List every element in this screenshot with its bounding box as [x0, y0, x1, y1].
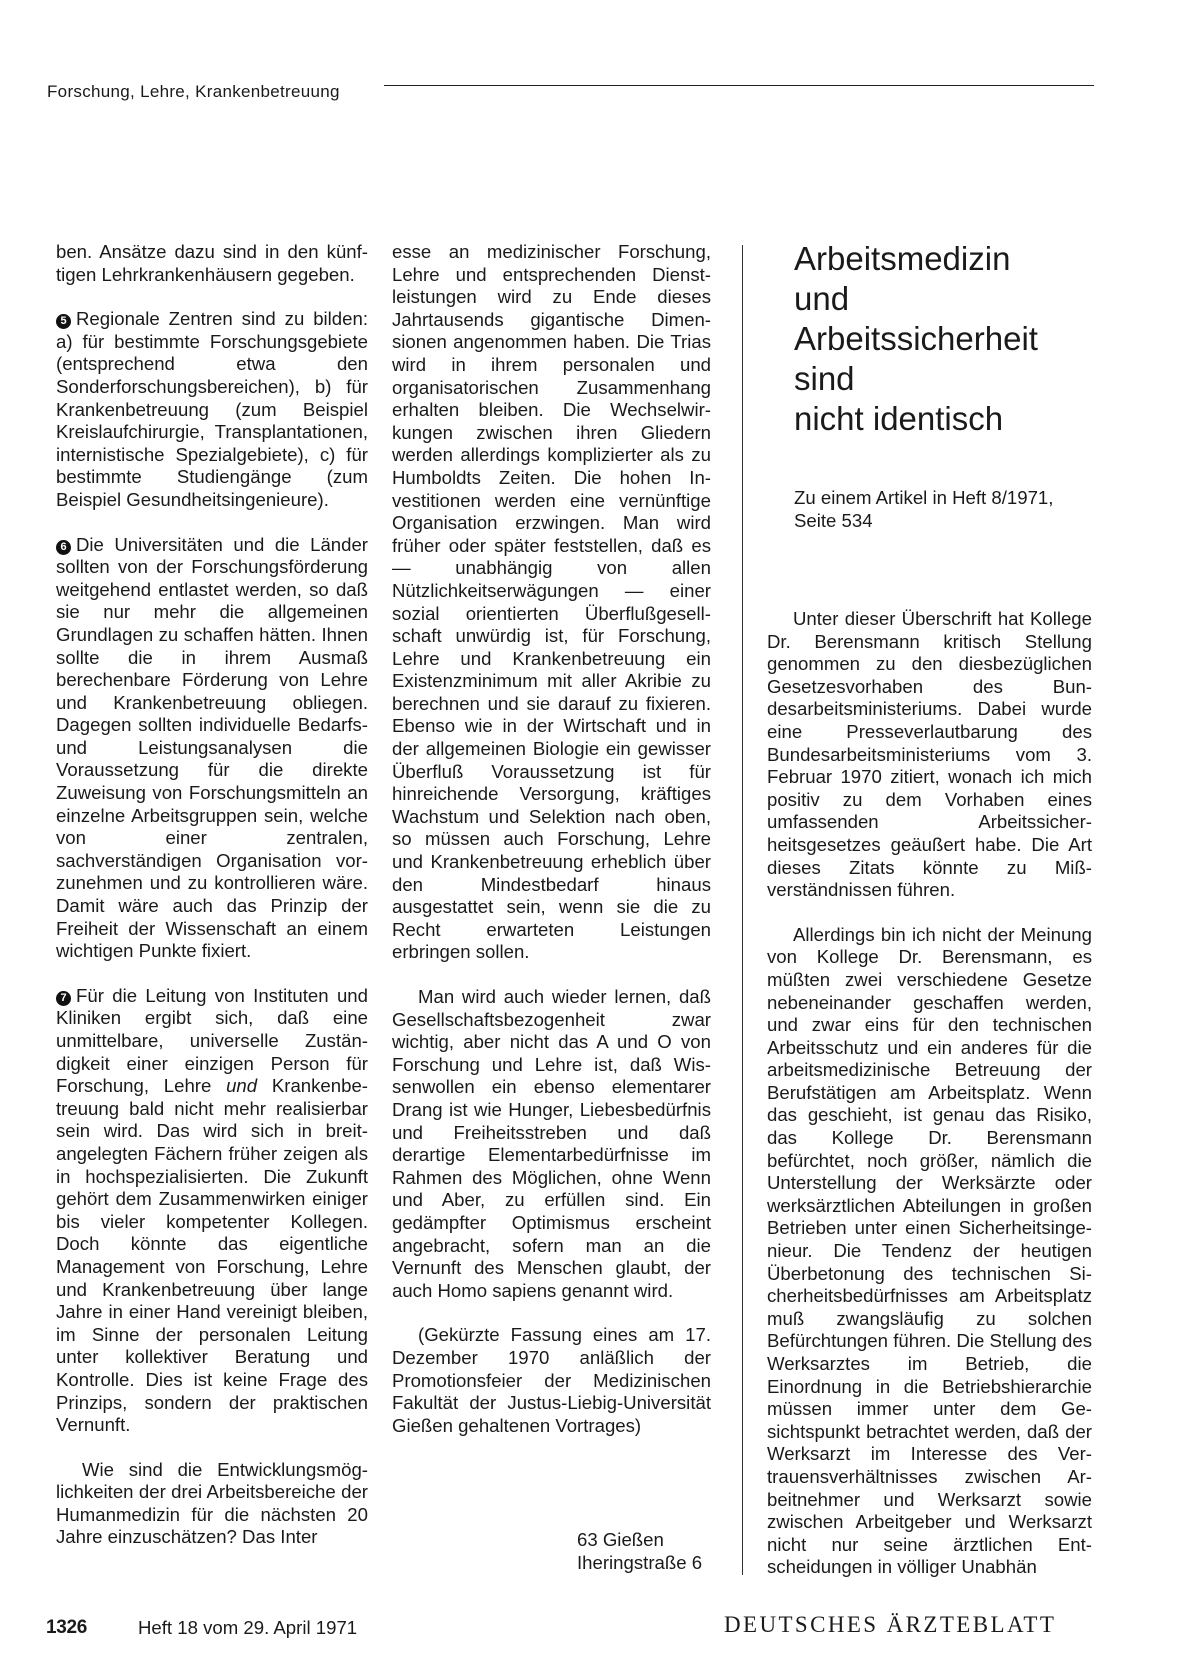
paragraph-item-7	[56, 985, 368, 1437]
paragraph: esse an medizinischer Forschung, Lehre und entsprechenden Dienstleistungen wird zu Ende dieses Jahrtausends gigantische Dimensionen angenommen haben. Die Trias wird in ihrem personalen und organisatorischen Zusammenhang erhalten bleiben. Die Wechselwirkungen zwischen ihren Gliedern werden allerdings komplizierter als zu Humboldts Zeiten. Die hohen Investitionen werden eine vernünftige Organisation erzwingen. Man wird früher oder später feststellen, daß es — unabhängig von allen Nützlichkeitserwägungen — einer sozial orientierten Überflußgesellschaft unwürdig ist, für Forschung, Lehre und Krankenbetreuung ein Existenzminimum mit aller Akribie zu berechnen und sie darauf zu fixieren. Ebenso wie in der Wirtschaft und in der allgemeinen Biologie ein gewisser Überfluß Voraussetzung ist für hinreichende Versorgung, kräftiges Wachstum und Selektion nach oben, so müssen auch Forschung, Lehre und Krankenbetreuung erheblich über den Mindestbedarf hinaus ausgestattet sein, wenn sie die zu Recht erwarteten Leistungen erbringen sollen.	[392, 241, 711, 963]
paragraph: Unter dieser Überschrift hat Kollege Dr. Berensmann kritisch Stellung genommen zu den diesbezüglichen Gesetzesvorhaben des Bundesarbeitsministeriums. Dabei wurde eine Presseverlautbarung des Bundesarbeitsministeriums vom 3. Februar 1970 zitiert, wonach ich mich positiv zu dem Vorhaben eines umfassenden Arbeitssicherheitsgesetzes geäußert habe. Die Art dieses Zitats könnte zu Mißverständnissen führen.	[767, 608, 1092, 901]
header-rule	[384, 85, 1094, 86]
paragraph-item-6	[56, 534, 368, 963]
text-column-2	[392, 241, 711, 1437]
paragraph-item-5	[56, 308, 368, 511]
page-number: 1326	[46, 1617, 88, 1638]
headline-line: Arbeitsmedizin	[794, 240, 1011, 277]
paragraph-text: Regionale Zentren sind zu bilden: a) für bestimmte Forschungsgebiete (entsprechend etwa den Sonderforschungsbereichen), b) für Krankenbetreuung (zum Beispiel Kreislaufchirurgie, Transplantationen, internistische Spezialgebiete), c) für bestimmte Studiengänge (zum Beispiel Gesundheitsingenieure).	[56, 308, 368, 510]
headline-line: und	[794, 280, 850, 317]
author-address	[577, 1528, 702, 1574]
paragraph: Wie sind die Entwicklungsmöglichkeiten der drei Arbeitsbereiche der Humanmedizin für die nächsten 20 Jahre einzuschätzen? Das Inter	[56, 1458, 368, 1548]
paragraph-text: Krankenbetreuung bald nicht mehr realisierbar sein wird. Das wird sich in breitangelegten Fächern früher zeigen als in hochspezialisierten. Die Zukunft gehört dem Zusammenwirken einiger bis vieler kompetenter Kollegen. Doch könnte das eigentliche Management von Forschung, Lehre und Krankenbetreuung über lange Jahre in einer Hand vereinigt bleiben, im Sinne der personalen Leitung unter kollektiver Beratung und Kontrolle. Dies ist keine Frage des Prinzips, sondern der praktischen Vernunft.	[56, 1075, 368, 1436]
paragraph-text: Für die Leitung von Instituten und Kliniken ergibt sich, daß eine unmittelbare, universelle Zuständigkeit einer einzigen Person für Forschung, Lehre	[56, 984, 368, 1097]
paragraph: (Gekürzte Fassung eines am 17. Dezember 1970 anläßlich der Promotionsfeier der Medizinischen Fakultät der Justus-Liebig-Universität Gießen gehaltenen Vortrages)	[392, 1324, 711, 1436]
article-subheading: Zu einem Artikel in Heft 8/1971, Seite 534	[794, 487, 1054, 531]
column-divider	[742, 245, 743, 1575]
number-7-marker-icon: 7	[56, 991, 71, 1006]
article-headline	[794, 239, 1094, 439]
number-6-marker-icon: 6	[56, 540, 71, 555]
headline-line: Arbeitssicherheit	[794, 320, 1038, 357]
paragraph: Man wird auch wieder lernen, daß Gesellschaftsbezogenheit zwar wichtig, aber nicht das A und O von Forschung und Lehre ist, daß Wissenwollen ein ebenso elementarer Drang ist wie Hunger, Liebesbedürfnis und Freiheitsstreben und daß derartige Elementarbedürfnisse im Rahmen des Möglichen, ohne Wenn und Aber, zu erfüllen sind. Ein gedämpfter Optimismus erscheint angebracht, sofern man an die Vernunft des Menschen glaubt, der auch Homo sapiens genannt wird.	[392, 986, 711, 1301]
paragraph: Allerdings bin ich nicht der Meinung von Kollege Dr. Berensmann, es müßten zwei verschiedene Gesetze nebeneinander geschaffen werden, und zwar eins für den technischen Arbeitsschutz und ein anderes für die arbeitsmedizinische Betreuung der Berufstätigen am Arbeitsplatz. Wenn das geschieht, ist genau das Risiko, das Kollege Dr. Berensmann befürchtet, noch größer, nämlich die Unterstellung der Werksärzte oder werksärztlichen Abteilungen in großen Betrieben unter einen Sicherheitsingenieur. Die Tendenz der heutigen Überbetonung des technischen Sicherheitsbedürfnisses am Arbeitsplatz muß zwangsläufig zu solchen Befürchtungen führen. Die Stellung des Werksarztes im Betrieb, die Einordnung in die Betriebshierarchie müssen immer unter dem Gesichtspunkt betrachtet werden, daß der Werksarzt im Interesse des Vertrauensverhältnisses zwischen Arbeitnehmer und Werksarzt sowie zwischen Arbeitgeber und Werksarzt nicht nur seine ärztlichen Entscheidungen in völliger Unabhän	[767, 923, 1092, 1578]
paragraph: ben. Ansätze dazu sind in den künftigen Lehrkrankenhäusern gegeben.	[56, 241, 368, 285]
journal-name: DEUTSCHES ÄRZTEBLATT	[724, 1612, 1057, 1637]
text-column-1	[56, 241, 368, 1549]
address-line: Iheringstraße 6	[577, 1552, 703, 1573]
running-header: Forschung, Lehre, Krankenbetreuung	[47, 82, 340, 101]
paragraph-text: Die Universitäten und die Länder sollten von der Forschungsförderung weitgehend entlastet werden, so daß sie nur mehr die allgemeinen Grundlagen zu schaffen hätten. Ihnen sollte die in ihrem Ausmaß berechenbare Förderung von Lehre und Krankenbetreuung obliegen. Dagegen sollten individuelle Bedarfs- und Leistungsanalysen die Voraussetzung für die direkte Zuweisung von Forschungsmitteln an einzelne Arbeitsgruppen sein, welche von einer zentralen, sachverständigen Organisation vorzunehmen und zu kontrollieren wäre. Damit wäre auch das Prinzip der Freiheit der Wissenschaft an einem wichtigen Punkte fixiert.	[56, 533, 368, 962]
headline-line: nicht identisch	[794, 400, 1004, 437]
text-column-3	[767, 608, 1092, 1579]
issue-info: Heft 18 vom 29. April 1971	[138, 1617, 358, 1638]
headline-line: sind	[794, 360, 855, 397]
italic-word: und	[226, 1075, 258, 1097]
address-line: 63 Gießen	[577, 1529, 664, 1550]
number-5-marker-icon: 5	[56, 314, 71, 329]
